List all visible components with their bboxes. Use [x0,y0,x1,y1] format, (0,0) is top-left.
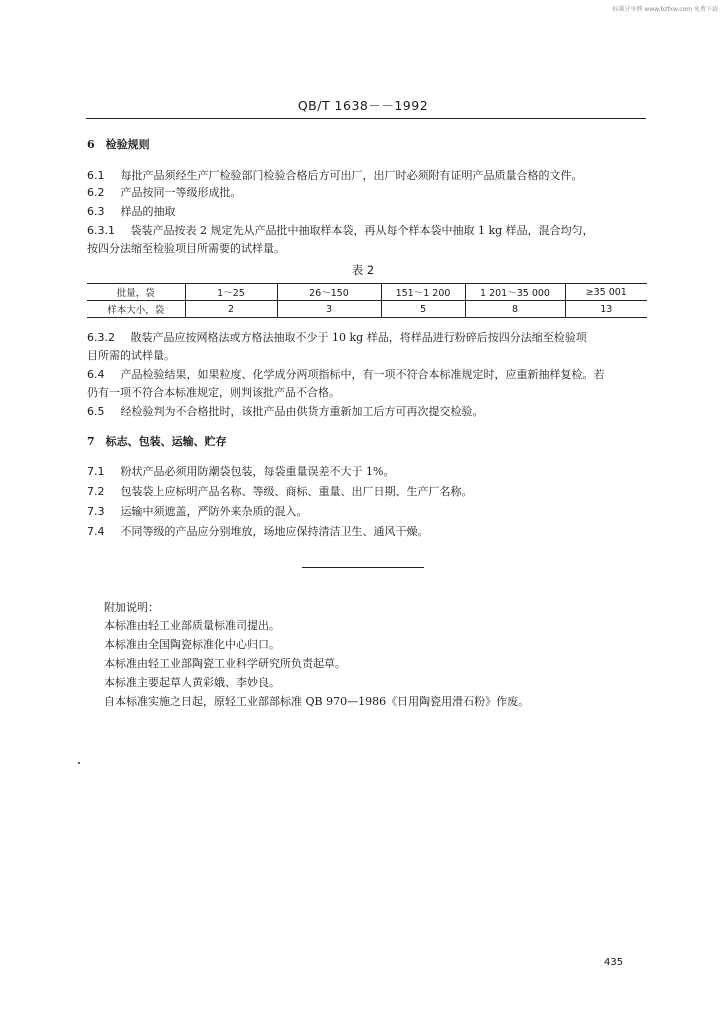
table-cell: 3 [277,301,381,318]
clause-number: 7.1 [87,465,105,478]
clause-text: 散装产品应按网格法或方格法抽取不少于 10 kg 样品，将样品进行粉碎后按四分法缩至检验项 [130,331,587,344]
table-row [87,284,647,301]
notes-title: 附加说明： [104,601,159,614]
clause-text: 袋装产品按表 2 规定先从产品批中抽取样本袋，再从每个样本袋中抽取 1 kg 样品，混合均匀， [130,224,594,237]
clause-number: 7.2 [87,485,105,498]
note-line: 本标准由轻工业部陶瓷工业科学研究所负责起草。 [104,657,346,670]
clause-6-3-1-continued: 按四分法缩至检验项目所需要的试样量。 [87,242,285,255]
table-cell: 26～150 [277,284,381,301]
clause-6-3 [87,205,647,219]
clause-text: 不同等级的产品应分别堆放，场地应保持清洁卫生、通风干燥。 [120,525,429,538]
standard-number-header: QB/T 1638－－1992 [297,98,429,113]
note-line: 本标准由全国陶瓷标准化中心归口。 [104,638,280,651]
sampling-table [87,283,647,318]
table-cell: 1 201～35 000 [465,284,565,301]
note-line: 自本标准实施之日起，原轻工业部部标准 QB 970—1986《日用陶瓷用滑石粉》作废。 [104,695,530,708]
clause-text: 运输中须遮盖，严防外来杂质的混入。 [120,505,308,518]
note-line: 本标准主要起草人黄彩娥、李妙良。 [104,676,280,689]
table-cell: 1～25 [185,284,277,301]
clause-text: 经检验判为不合格批时，该批产品由供货方重新加工后方可再次提交检验。 [120,405,484,418]
clause-number: 6.3 [87,205,105,218]
clause-number: 6.2 [87,186,105,199]
clause-number: 6.3.2 [87,331,115,344]
clause-number: 6.1 [87,169,105,182]
clause-number: 7.3 [87,505,105,518]
clause-text: 产品按同一等级形成批。 [120,186,242,199]
table-cell: 2 [185,301,277,318]
clause-number: 6.4 [87,368,105,381]
table-cell: 5 [381,301,465,318]
clause-number: 6.5 [87,405,105,418]
clause-6-2 [87,186,647,200]
section-7-heading: 7 标志、包装、运输、贮存 [87,435,227,448]
table-cell: 151～1 200 [381,284,465,301]
clause-7-4 [87,525,647,539]
table-cell: ≥35 001 [565,284,647,301]
clause-7-1 [87,465,647,479]
clause-6-5 [87,405,647,419]
header-rule [86,118,646,119]
clause-text: 产品检验结果，如果粒度、化学成分两项指标中，有一项不符合本标准规定时，应重新抽样复检。若 [120,368,605,381]
clause-number: 6.3.1 [87,224,115,237]
clause-text: 粉状产品必须用防潮袋包装，每袋重量误差不大于 1%。 [120,465,395,478]
table-row-label: 批量，袋 [87,284,185,301]
table-title: 表 2 [351,263,375,277]
clause-text: 样品的抽取 [120,205,176,218]
table-row-label: 样本大小，袋 [107,305,165,316]
scan-speck [78,762,80,764]
clause-6-3-2 [87,331,647,345]
watermark: 标准分享网 www.bzfxw.com 免费下载 [612,6,718,13]
clause-6-4 [87,368,647,382]
table-row [87,301,647,318]
clause-7-3 [87,505,647,519]
clause-7-2 [87,485,647,499]
note-line: 本标准由轻工业部质量标准司提出。 [104,619,280,632]
clause-6-4-continued: 仍有一项不符合本标准规定，则判该批产品不合格。 [87,386,340,399]
clause-6-3-2-continued: 目所需的试样量。 [87,349,175,362]
clause-number: 7.4 [87,525,105,538]
table-cell: 13 [565,301,647,318]
clause-text: 每批产品须经生产厂检验部门检验合格后方可出厂，出厂时必须附有证明产品质量合格的文件。 [120,169,583,182]
clause-6-1 [87,169,647,183]
page-number: 435 [604,957,624,968]
end-divider [302,567,424,568]
section-6-heading: 6 检验规则 [87,138,150,151]
table-cell: 8 [465,301,565,318]
clause-text: 包装袋上应标明产品名称、等级、商标、重量、出厂日期、生产厂名称。 [120,485,473,498]
clause-6-3-1 [87,224,647,238]
